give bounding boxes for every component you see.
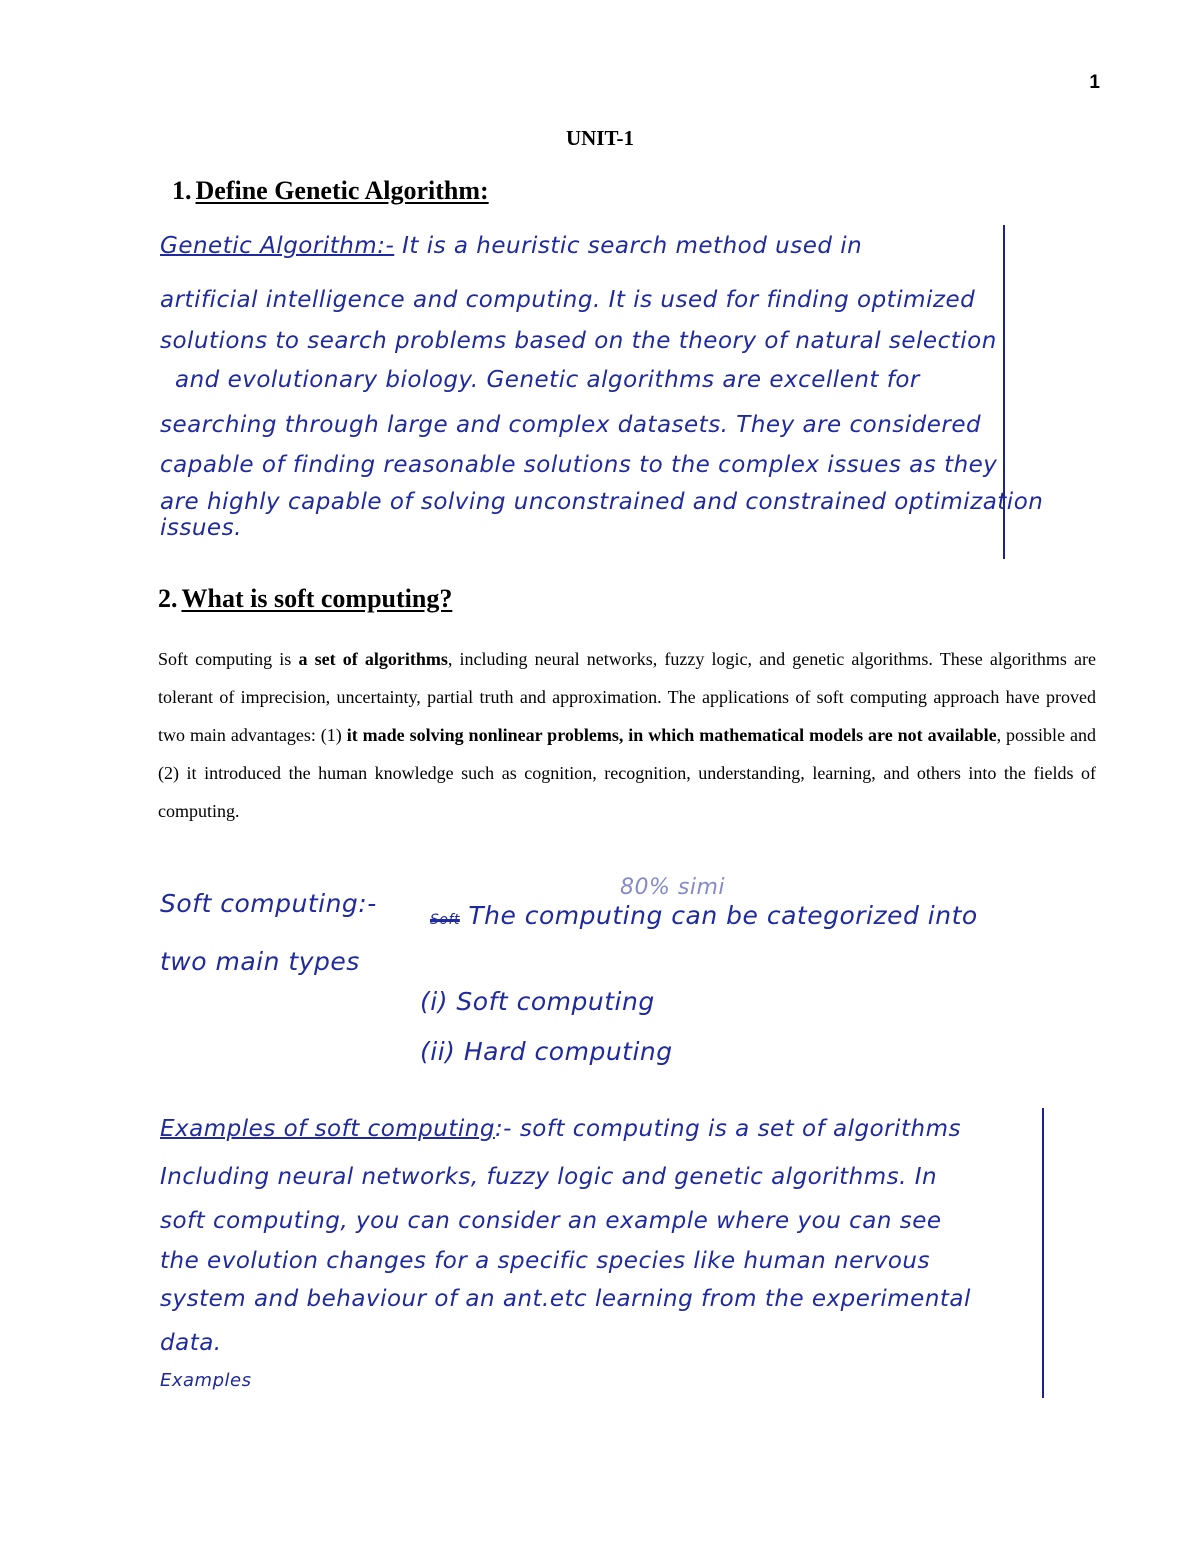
paragraph-text: Soft computing is bbox=[158, 649, 299, 669]
note-line: and evolutionary biology. Genetic algorithms are excellent for bbox=[175, 367, 920, 393]
section-title: What is soft computing? bbox=[181, 584, 453, 613]
note-line: are highly capable of solving unconstrained and constrained optimization bbox=[160, 489, 1044, 515]
note-line: Including neural networks, fuzzy logic and genetic algorithms. In bbox=[160, 1164, 938, 1190]
note-line: two main types bbox=[160, 947, 360, 976]
note-line: capable of finding reasonable solutions to the complex issues as they bbox=[160, 452, 998, 478]
note-line bbox=[430, 901, 978, 930]
note-text: It is a heuristic search method used in bbox=[402, 233, 863, 259]
note-label: Genetic Algorithm:- bbox=[160, 233, 395, 259]
paragraph-bold-text: it made solving nonlinear problems, in which mathematical models are not available bbox=[346, 725, 997, 745]
note-label: soft computing bbox=[314, 1116, 495, 1142]
page-number: 1 bbox=[1089, 72, 1100, 93]
section-number: 2. bbox=[158, 584, 178, 613]
section-number: 1. bbox=[172, 176, 192, 205]
note-faint-text: 80% simi bbox=[620, 875, 726, 900]
note-line bbox=[160, 1116, 961, 1142]
note-label: :- bbox=[494, 1116, 512, 1142]
note-line: Examples bbox=[160, 1370, 252, 1391]
note-line: searching through large and complex datasets. They are considered bbox=[160, 412, 982, 438]
note-text: The computing can be categorized into bbox=[468, 901, 978, 930]
note-line: solutions to search problems based on the theory of natural selection bbox=[160, 328, 997, 354]
note-text: soft computing is a set of algorithms bbox=[519, 1116, 962, 1142]
handwritten-note-soft-computing-types bbox=[160, 875, 1060, 1075]
paragraph-bold-text: a set of algorithms bbox=[298, 649, 448, 669]
section-heading-genetic-algorithm bbox=[172, 176, 489, 206]
paragraph-text: , possible and (2) it introduced the human knowledge such as cognition, recognition, understanding, learning, and others into the fields of computing. bbox=[158, 725, 1096, 821]
handwritten-note-examples bbox=[160, 1108, 1060, 1400]
note-line: artificial intelligence and computing. It is used for finding optimized bbox=[160, 287, 976, 313]
paragraph-text: , including neural networks, fuzzy logic, and genetic algorithms. These algorithms are tolerant of imprecision, uncertainty, partial truth and approximation. The applications of soft computing approach have proved two main advantages: (1) bbox=[158, 649, 1096, 745]
note-line: the evolution changes for a specific species like human nervous bbox=[160, 1248, 930, 1274]
note-label: Soft computing:- bbox=[160, 889, 377, 918]
section-heading-soft-computing bbox=[158, 584, 452, 614]
note-list-item: (i) Soft computing bbox=[420, 987, 655, 1016]
struck-word: Soft bbox=[430, 912, 460, 928]
section-title: Define Genetic Algorithm: bbox=[195, 176, 489, 205]
note-line: issues. bbox=[160, 515, 242, 541]
note-line: data. bbox=[160, 1330, 222, 1356]
margin-line bbox=[1042, 1108, 1044, 1398]
note-list-item: (ii) Hard computing bbox=[420, 1037, 673, 1066]
note-label: Examples of bbox=[160, 1116, 315, 1142]
unit-title: UNIT-1 bbox=[565, 126, 635, 150]
soft-computing-paragraph bbox=[158, 640, 1096, 830]
handwritten-note-genetic-algorithm bbox=[160, 225, 1050, 560]
note-line: system and behaviour of an ant.etc learning from the experimental bbox=[160, 1286, 971, 1312]
note-line bbox=[160, 233, 862, 259]
note-line: soft computing, you can consider an example where you can see bbox=[160, 1208, 942, 1234]
